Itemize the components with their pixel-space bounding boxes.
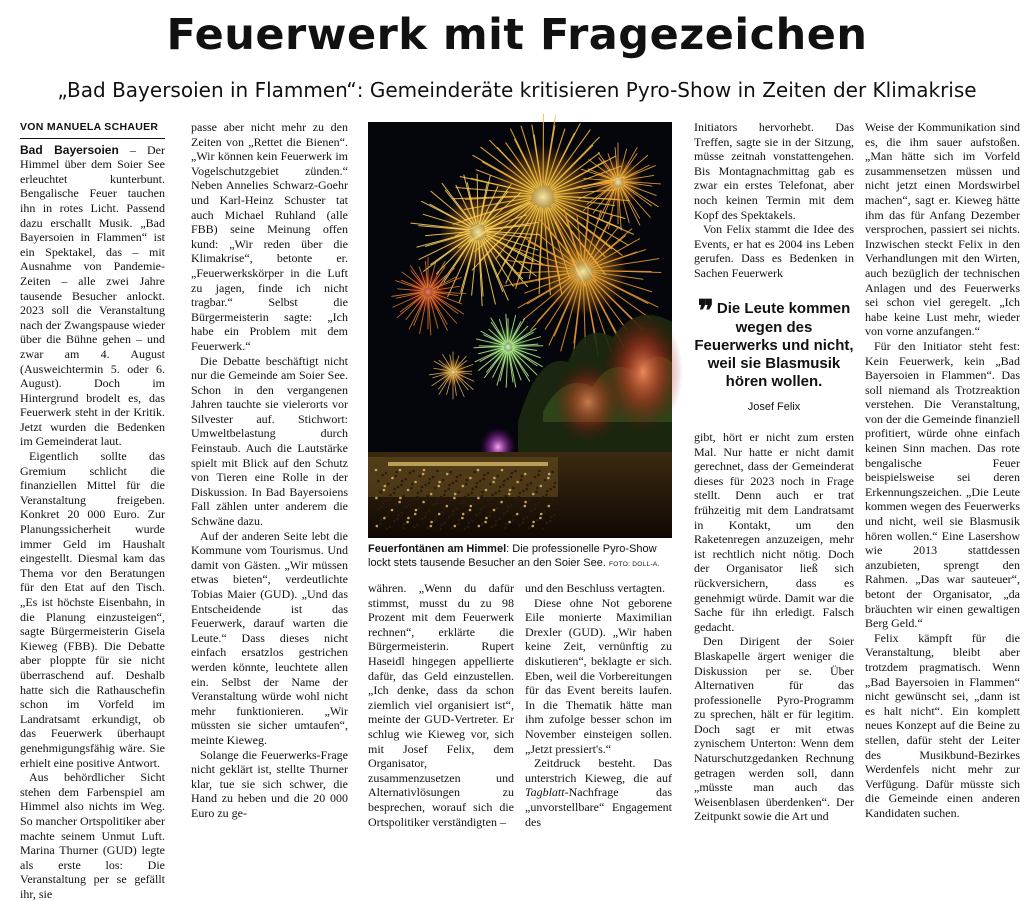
- paragraph: Initiators hervorhebt. Das Treffen, sagte sie in der Sitzung, müsse zeitnah vonstattengehen. Bis Montagnachmittag gab es zwar ein erstes Telefonat, aber noch keinen Termin mit dem Kopf des Spektakels.: [694, 120, 854, 222]
- article-column-1: [20, 120, 165, 809]
- article-column-4: [525, 581, 672, 809]
- paragraph: Aus behördlicher Sicht stehen dem Farbenspiel am Himmel also nichts im Weg. So mancher Ortspolitiker aber machte seinem Unmut Luft. Marina Thurner (GUD) legte als erste los: Die Veranstaltung per se gefällt ihr, sie: [20, 770, 165, 901]
- pull-quote-author: Josef Felix: [694, 401, 854, 413]
- photo-credit: FOTO: DOLL-A.: [609, 561, 660, 568]
- headline: Feuerwerk mit Fragezeichen: [0, 14, 1034, 57]
- article-column-5-top: [694, 120, 854, 292]
- article-column-3: [368, 581, 514, 809]
- fireworks-photo: [368, 122, 672, 538]
- paragraph: passe aber nicht mehr zu den Zeiten von „Rettet die Bienen“. „Wir können kein Feuerwerk im Vogelschutzgebiet zünden.“ Neben Annelies Schwarz-Goehr und Karl-Heinz Schuster tat auch Michael Ruhland (alle FBB) seine Meinung offen kund: „Wir reden über die Klimakrise“, betonte er. „Feuerwerkskörper in die Luft zu jagen, finde ich nicht tragbar.“ Selbst die Bürgermeisterin sagte: „Ich habe ein Problem mit dem Feuerwerk.“: [191, 120, 348, 354]
- fireworks-illustration: [368, 122, 672, 538]
- paragraph: Weise der Kommunikation sind es, die ihm sauer aufstoßen. „Man hätte sich im Vorfeld zusammensetzen müssen und nicht jetzt einen Mordswirbel machen“, sagt er. Kieweg hätte ihm das für Anfang Dezember versprochen, passiert sei nichts. Inzwischen steckt Felix in den Verhandlungen mit den Wirten, auch bezüglich der technischen Anlagen und des Feuerwerks sei schon viel geregelt. „Ich habe keine Lust mehr, wieder von vorne anzufangen.“: [865, 120, 1020, 339]
- paragraph: gibt, hört er nicht zum ersten Mal. Nur hatte er nicht damit gerechnet, dass der Gemeinderat dieses für 2023 noch in Frage stellt. Denn auch er trat frühzeitig mit dem Landratsamt in Kontakt, um den Raketenregen anzuzeigen, mehr ist rechtlich nicht nötig. Doch der Organisator ließ sich rückversichern, dass es genehmigt würde. Damit war die Sache für ihn erledigt. Falsch gedacht.: [694, 430, 854, 634]
- byline: VON MANUELA SCHAUER: [20, 120, 165, 139]
- paragraph: Eigentlich sollte das Gremium schlicht die finanziellen Mittel für die Veranstaltung freigeben. Konkret 20 000 Euro. Zur Planungssicherheit wurde immer Geld im Haushalt eingestellt. Diesmal kam das Thema vor den Beratungen für den Etat auf den Tisch. „Es ist höchste Eisenbahn, in die Planung einzusteigen“, sagte Bürgermeisterin Gisela Kieweg (FBB). Die Debatte aber ploppte für sie nicht überraschend auf. Deshalb hatte sich die Rathauschefin schon im Vorfeld im Landratsamt erkundigt, ob das Feuerwerk überhaupt genehmigungsfähig wäre. Sie erhielt eine positive Antwort.: [20, 449, 165, 770]
- paragraph: [20, 143, 165, 449]
- subheadline: „Bad Bayersoien in Flammen“: Gemeinderäte kritisieren Pyro-Show in Zeiten der Klimakrise: [0, 79, 1034, 101]
- photo-caption: [368, 542, 674, 572]
- caption-title: Feuerfontänen am Himmel: [368, 543, 506, 555]
- article-column-6: [865, 120, 1020, 809]
- quote-body: Die Leute kommen wegen des Feuerwerks und nicht, weil sie Blasmusik hören wollen.: [694, 300, 853, 390]
- paragraph: und den Beschluss vertagten.: [525, 581, 672, 596]
- paragraph: Von Felix stammt die Idee des Events, er hat es 2004 ins Leben gerufen. Dass es Bedenken in Sachen Feuerwerk: [694, 222, 854, 280]
- article-column-2: [191, 120, 348, 809]
- paragraph: Diese ohne Not geborene Eile monierte Maximilian Drexler (GUD). „Wir haben keine Zeit, vernünftig zu diskutieren“, beklagte er sich. Eben, weil die Vorbereitungen für das Event bereits laufen. In die Thematik hätte man ihm zufolge besser schon im November einsteigen sollen. „Jetzt pressiert's.“: [525, 596, 672, 757]
- paragraph-text: Zeitdruck besteht. Das unterstrich Kieweg, die auf: [525, 756, 672, 785]
- paragraph: Felix kämpft für die Veranstaltung, bleibt aber trotzdem pragmatisch. Wenn „Bad Bayersoien in Flammen“ nicht gewünscht sei, „dann ist es halt nicht“. Ein komplett neues Konzept auf die Beine zu stellen, dafür steht der Leiter des Musikbund-Bezirkes Werdenfels nicht mehr zur Verfügung. Dafür müsste sich die Gemeinde einen anderen Kandidaten suchen.: [865, 631, 1020, 821]
- paragraph: Für den Initiator steht fest: Kein Feuerwerk, kein „Bad Bayersoien in Flammen“. Das soll niemand als Trotzreaktion verstehen. Die Veranstaltung, von der die Gemeinde finanziell profitiert, würde ohne einfach keinen Sinn machen. Das rote bengalische Feuer beispielsweise sei deren Erkennungszeichen. „Die Leute kommen wegen des Feuerwerks und nicht, weil sie Blasmusik hören wollen.“ Eine Lasershow wie 2013 stattdessen anzubieten, sprengt den Rahmen. „Das war sauteuer“, betont der Organisator, „da bräuchten wir einen gewaltigen Berg Geld.“: [865, 339, 1020, 631]
- paragraph-text: -Nachfrage das „unvorstellbare“ Engagement des: [525, 785, 672, 828]
- paragraph: Auf der anderen Seite lebt die Kommune vom Tourismus. Und damit von Gästen. „Wir müssen etwas bieten“, verdeutlichte Tobias Maier (GUD). „Und das Entscheidende ist das Feuerwerk, darauf warten die Leute.“ Dass dieses nicht einfach ersatzlos gestrichen werden könnte, leuchtete allen ein. Selbst der Name der Veranstaltung würde wohl nicht mehr funktionieren. „Wir müssten sie sicher umtaufen“, meinte Kieweg.: [191, 529, 348, 748]
- paragraph: [525, 756, 672, 829]
- caption-text: : Die professionelle Pyro-Show lockt stets tausende Besucher an den Soier See.: [368, 543, 657, 569]
- article-column-5-bottom: [694, 430, 854, 809]
- paragraph: Solange die Feuerwerks-Frage nicht geklärt ist, stellte Thurner klar, tue sie sich schwer, die Hand zu heben und die 20 000 Euro zu ge-: [191, 748, 348, 821]
- pull-quote-text: [694, 300, 854, 391]
- pull-quote: [694, 300, 854, 413]
- paragraph: währen. „Wenn du dafür stimmst, musst du zu 98 Prozent mit dem Feuerwerk rechnen“, erklärte die Bürgermeisterin. Rupert Haseidl hingegen appellierte dafür, das Geld einzustellen. „Ich denke, dass da schon ziemlich viel organisiert ist“, meinte der GUD-Vertreter. Er schlug wie Kieweg vor, sich mit Josef Felix, dem Organisator, zusammenzusetzen und Alternativlösungen zu besprechen, worauf sich die Ortspolitiker verständigten –: [368, 581, 514, 829]
- paragraph-text: – Der Himmel über dem Soier See erleuchtet kunterbunt. Bengalische Feuer tauchen ihn in rotes Licht. Passend dazu erschallt Musik. „Bad Bayersoien in Flammen“ ist ein Spektakel, das – mit Ausnahme von Pandemie-Zeiten – alle zwei Jahre tausende Besucher anlockt. 2023 soll die Veranstaltung nach der Zwangspause wieder über die Bühne gehen – und zwar am 4. August (Ausweichtermin 5. oder 6. August). Doch im Hintergrund brodelt es, das Feuerwerk steht in der Kritik. Jetzt wurden die Bedenken im Gemeinderat laut.: [20, 143, 165, 449]
- publication-name: Tagblatt: [525, 785, 565, 799]
- dateline: Bad Bayersoien: [20, 143, 119, 157]
- paragraph: Die Debatte beschäftigt nicht nur die Gemeinde am Soier See. Schon in den vergangenen Jahren tauchte sie vielerorts vor Silvester auf. Stichwort: Umweltbelastung durch Feinstaub. Auch die Lautstärke spielt mit Blick auf den Schutz von Tieren eine Rolle in der Diskussion. In Bad Bayersoiens Fall zählen unter anderem die Schwäne dazu.: [191, 354, 348, 529]
- quote-mark-icon: ❞: [698, 294, 714, 329]
- paragraph: Den Dirigent der Soier Blaskapelle ärgert weniger die Diskussion per se. Über Alternativen für das professionelle Pyro-Programm zu sprechen, hält er für legitim. Doch sagt er mit etwas zynischem Unterton: Wenn dem Naturschutzgedanken Rechnung getragen werden soll, dann „müsste man auch das Weisenblasen überdenken“. Der Zeitpunkt sowie die Art und: [694, 634, 854, 824]
